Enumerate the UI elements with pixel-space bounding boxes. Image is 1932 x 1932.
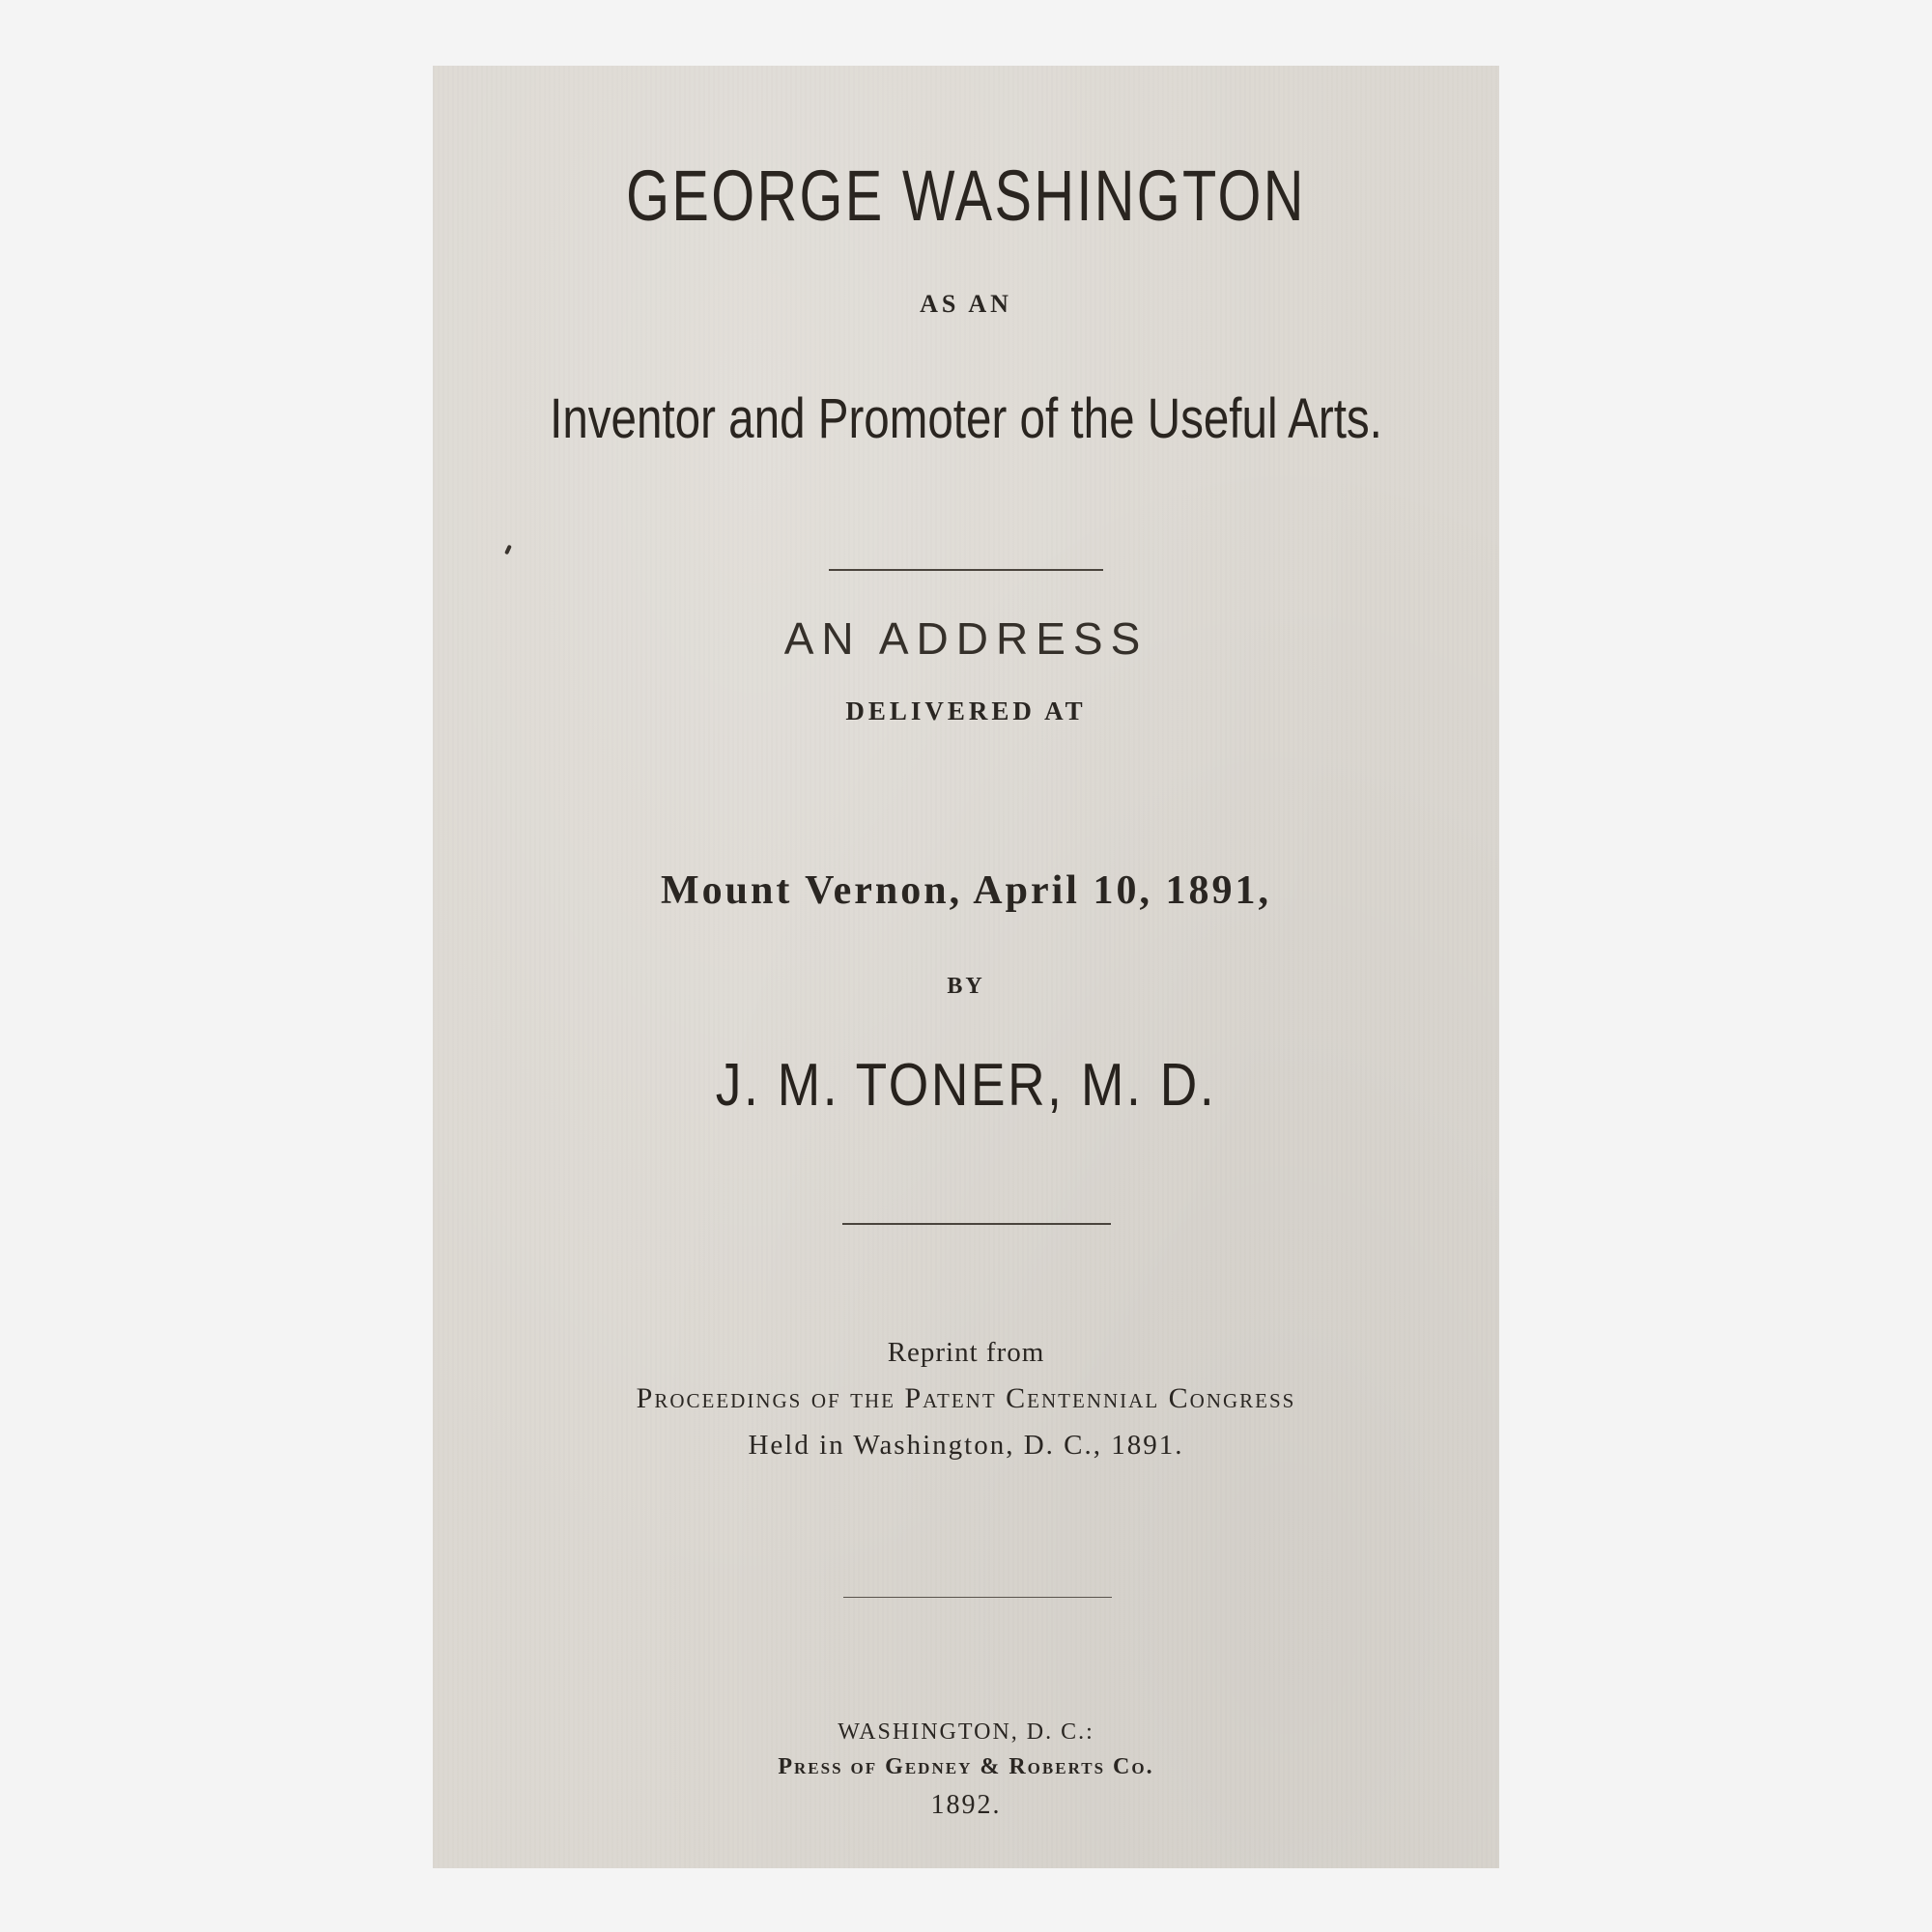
- title-page: [433, 66, 1499, 1868]
- divider-rule-top: [829, 569, 1103, 571]
- imprint-year: 1892.: [930, 1790, 1002, 1820]
- held-in-line: Held in Washington, D. C., 1891.: [748, 1430, 1184, 1461]
- delivered-at-line: DELIVERED AT: [845, 696, 1087, 725]
- paper-speck: [504, 545, 512, 555]
- reprint-from-line: Reprint from: [887, 1337, 1045, 1368]
- proceedings-line: Proceedings of the Patent Centennial Congress: [636, 1382, 1296, 1414]
- by-line: BY: [947, 974, 985, 999]
- author-name: J. M. TONER, M. D.: [715, 1052, 1217, 1119]
- place-date-line: Mount Vernon, April 10, 1891,: [661, 868, 1271, 913]
- address-heading: AN ADDRESS: [783, 613, 1149, 664]
- book-title: GEORGE WASHINGTON: [626, 156, 1306, 236]
- imprint-city: WASHINGTON, D. C.:: [838, 1719, 1094, 1745]
- divider-rule-bottom: [843, 1597, 1112, 1598]
- divider-rule-middle: [842, 1223, 1111, 1225]
- imprint-press: Press of Gedney & Roberts Co.: [778, 1754, 1154, 1779]
- as-an-line: AS AN: [920, 290, 1012, 318]
- book-subtitle: Inventor and Promoter of the Useful Arts.: [550, 387, 1382, 450]
